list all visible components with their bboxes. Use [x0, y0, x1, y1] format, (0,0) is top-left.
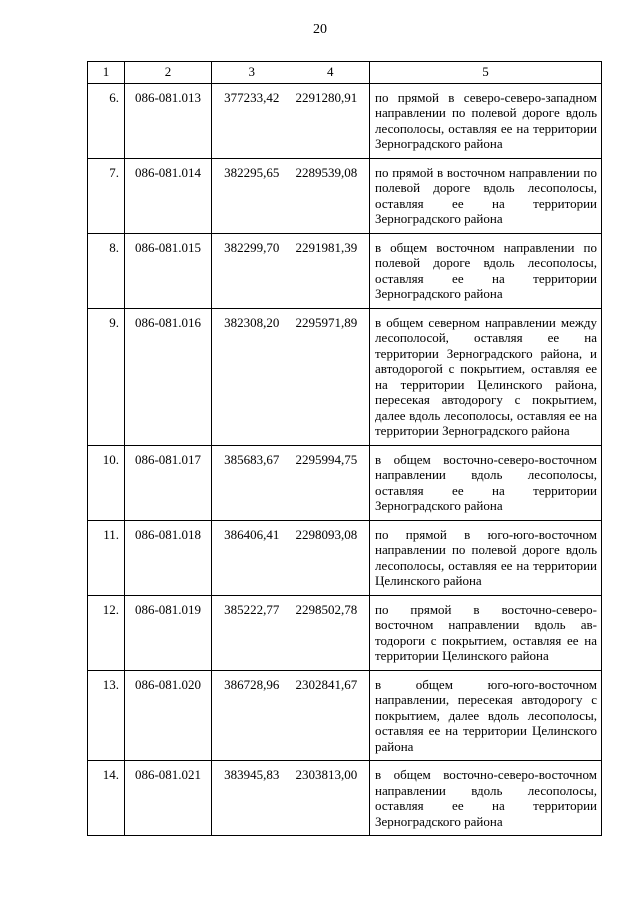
boundary-description: по прямой в восточно-северо-восточном направлении вдоль автодороги с покрытием, оставляя ее на территории Целинского района	[370, 595, 602, 670]
header-col-4: 4	[292, 62, 370, 84]
boundary-description: в общем юго-юго-восточном направлении, пересекая автодорогу с покрытием, далее вдоль лесополосы, оставляя ее на территории Целинского района	[370, 670, 602, 761]
boundary-description: в общем восточном направлении по полевой дороге вдоль лесополосы, оставляя ее на территории Зерноградского района	[370, 233, 602, 308]
coordinate-y: 2295994,75	[292, 445, 370, 520]
header-col-2: 2	[125, 62, 212, 84]
coordinate-y: 2291280,91	[292, 83, 370, 158]
header-col-5: 5	[370, 62, 602, 84]
coordinate-x: 386728,96	[212, 670, 292, 761]
coordinate-x: 382308,20	[212, 308, 292, 445]
boundary-points-table	[87, 61, 602, 836]
table-header	[88, 62, 602, 84]
header-row	[88, 62, 602, 84]
coordinate-y: 2289539,08	[292, 158, 370, 233]
coordinate-y: 2298502,78	[292, 595, 370, 670]
coordinate-y: 2298093,08	[292, 520, 370, 595]
row-number: 13.	[88, 670, 125, 761]
point-code: 086-081.019	[125, 595, 212, 670]
table-row	[88, 445, 602, 520]
boundary-description: по прямой в юго-юго-восточном направлении по полевой дороге вдоль лесополосы, оставляя ее на территории Целинского района	[370, 520, 602, 595]
point-code: 086-081.015	[125, 233, 212, 308]
row-number: 11.	[88, 520, 125, 595]
coordinate-y: 2302841,67	[292, 670, 370, 761]
point-code: 086-081.020	[125, 670, 212, 761]
coordinate-y: 2295971,89	[292, 308, 370, 445]
boundary-description: в общем северном направлении между лесополосой, оставляя ее на территории Зерноградского района, и автодорогой с покрытием, оставляя ее на территории Целинского района, пересекая автодорогу с покрытием, далее вдоль лесополосы, оставляя ее на территории Зерноградского района	[370, 308, 602, 445]
table-row	[88, 233, 602, 308]
point-code: 086-081.021	[125, 761, 212, 836]
boundary-description: в общем восточно-северо-восточном направлении вдоль лесополосы, оставляя ее на территории Зерноградского района	[370, 761, 602, 836]
page-number: 20	[313, 22, 327, 37]
table-row	[88, 761, 602, 836]
row-number: 7.	[88, 158, 125, 233]
coordinate-x: 382295,65	[212, 158, 292, 233]
point-code: 086-081.017	[125, 445, 212, 520]
row-number: 6.	[88, 83, 125, 158]
coordinate-x: 385222,77	[212, 595, 292, 670]
table-row	[88, 158, 602, 233]
point-code: 086-081.014	[125, 158, 212, 233]
row-number: 12.	[88, 595, 125, 670]
boundary-description: в общем восточно-северо-восточном направлении вдоль лесополосы, оставляя ее на территории Зерноградского района	[370, 445, 602, 520]
table-row	[88, 308, 602, 445]
header-col-3: 3	[212, 62, 292, 84]
point-code: 086-081.013	[125, 83, 212, 158]
coordinate-x: 377233,42	[212, 83, 292, 158]
table-row	[88, 520, 602, 595]
coordinate-y: 2291981,39	[292, 233, 370, 308]
row-number: 14.	[88, 761, 125, 836]
row-number: 10.	[88, 445, 125, 520]
coordinate-x: 385683,67	[212, 445, 292, 520]
point-code: 086-081.016	[125, 308, 212, 445]
coordinate-x: 386406,41	[212, 520, 292, 595]
coordinate-x: 382299,70	[212, 233, 292, 308]
boundary-description: по прямой в северо-северо-западном направлении по полевой дороге вдоль лесополосы, оставляя ее на территории Зерноградского района	[370, 83, 602, 158]
point-code: 086-081.018	[125, 520, 212, 595]
row-number: 8.	[88, 233, 125, 308]
table-row	[88, 670, 602, 761]
coordinate-x: 383945,83	[212, 761, 292, 836]
header-col-1: 1	[88, 62, 125, 84]
boundary-description: по прямой в восточном направлении по полевой дороге вдоль лесополосы, оставляя ее на территории Зерноградского района	[370, 158, 602, 233]
row-number: 9.	[88, 308, 125, 445]
table-body	[88, 83, 602, 836]
table-row	[88, 595, 602, 670]
coordinate-y: 2303813,00	[292, 761, 370, 836]
table-row	[88, 83, 602, 158]
